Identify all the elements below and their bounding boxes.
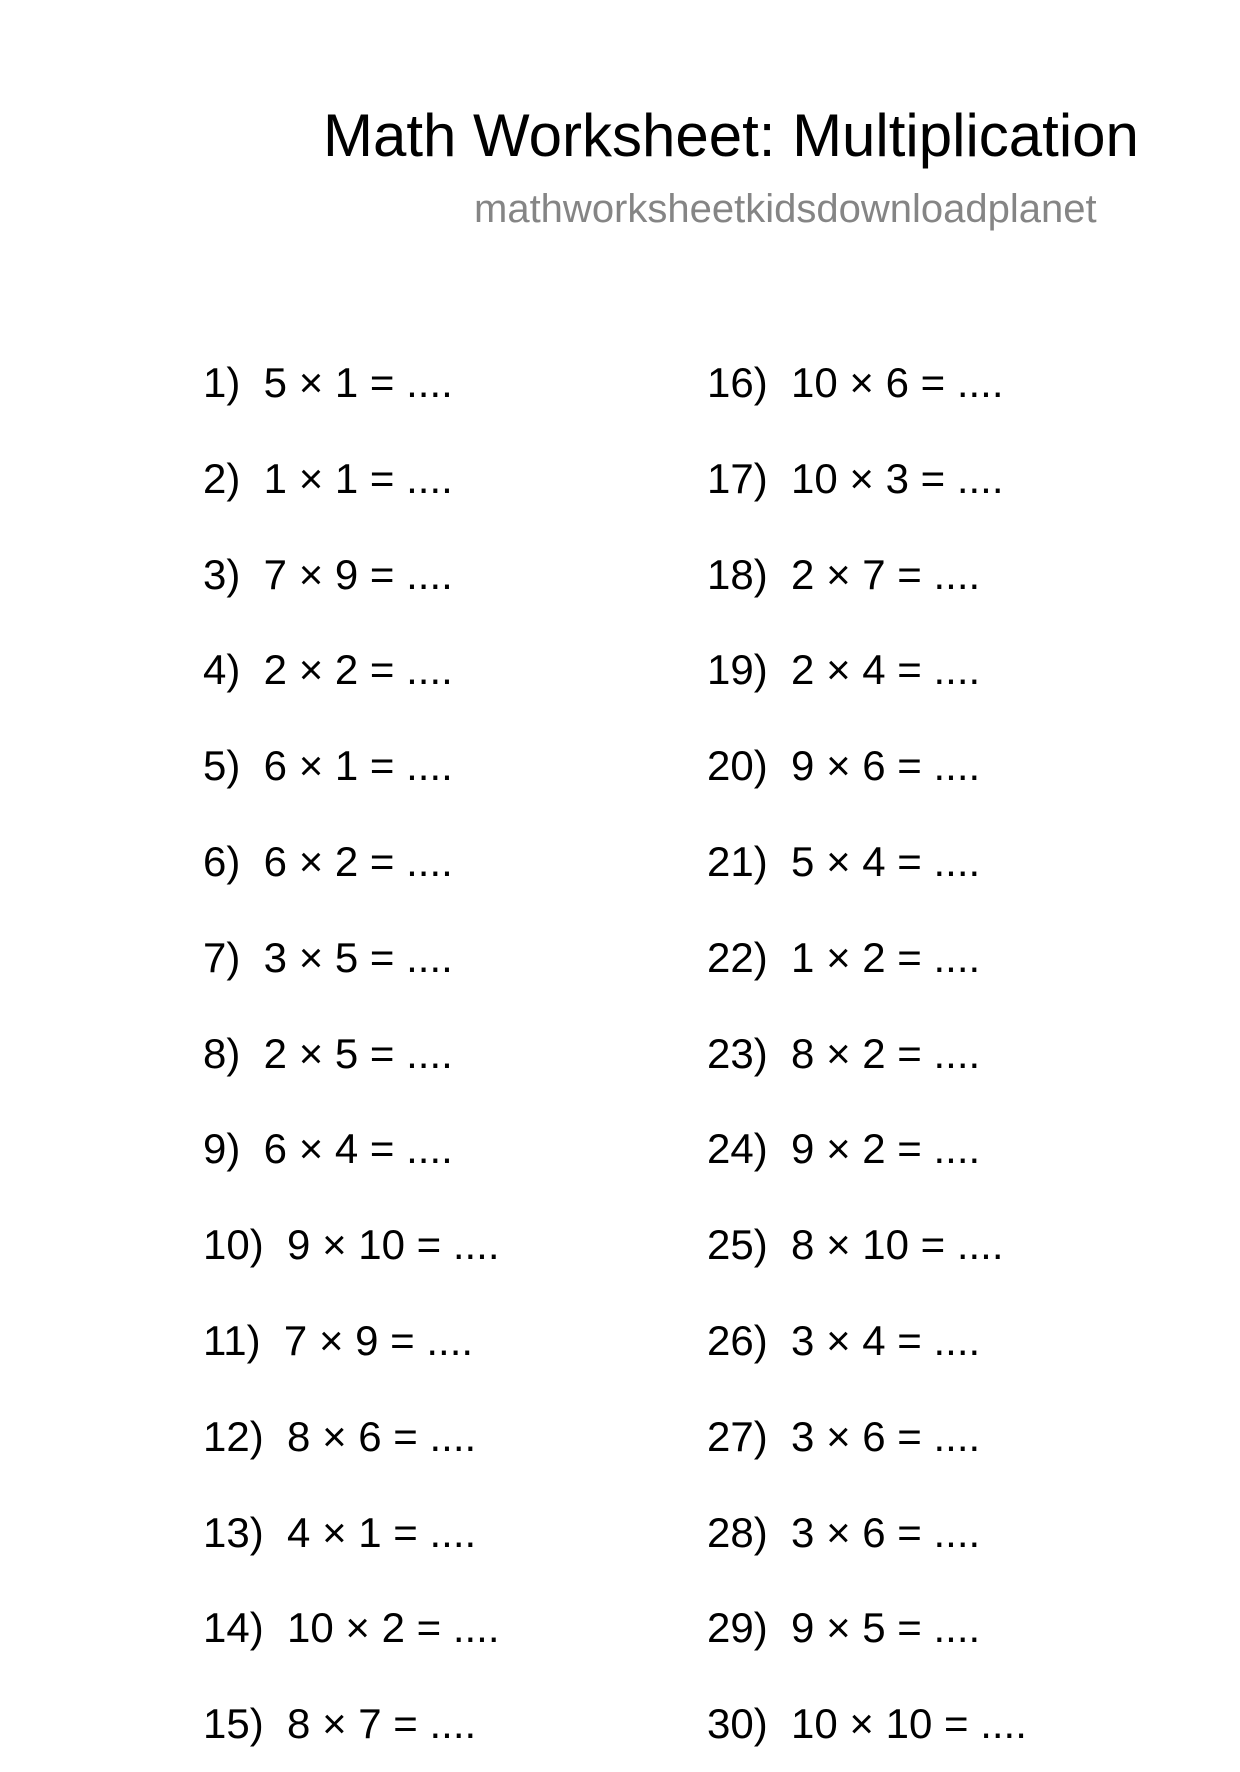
problem-column-right	[707, 335, 1027, 1772]
problem-item: 7) 3 × 5 = ....	[203, 933, 453, 981]
problem-item: 23) 8 × 2 = ....	[707, 1029, 981, 1077]
problem-item: 12) 8 × 6 = ....	[203, 1412, 477, 1460]
problem-item: 5) 6 × 1 = ....	[203, 742, 453, 790]
problem-column-left	[203, 335, 500, 1772]
problem-item: 3) 7 × 9 = ....	[203, 550, 453, 598]
problem-item: 2) 1 × 1 = ....	[203, 454, 453, 502]
problem-item: 9) 6 × 4 = ....	[203, 1125, 453, 1173]
problem-item: 15) 8 × 7 = ....	[203, 1700, 477, 1748]
problem-item: 27) 3 × 6 = ....	[707, 1412, 981, 1460]
problem-item: 22) 1 × 2 = ....	[707, 933, 981, 981]
problem-item: 30) 10 × 10 = ....	[707, 1700, 1027, 1748]
problem-item: 4) 2 × 2 = ....	[203, 646, 453, 694]
problem-item: 28) 3 × 6 = ....	[707, 1508, 981, 1556]
problem-item: 21) 5 × 4 = ....	[707, 837, 981, 885]
problem-item: 16) 10 × 6 = ....	[707, 359, 1004, 406]
problem-item: 8) 2 × 5 = ....	[203, 1029, 453, 1077]
site-name: mathworksheetkidsdownloadplanet	[474, 187, 1097, 231]
problem-item: 14) 10 × 2 = ....	[203, 1604, 500, 1652]
problem-item: 29) 9 × 5 = ....	[707, 1604, 981, 1652]
problem-item: 24) 9 × 2 = ....	[707, 1125, 981, 1173]
problem-item: 20) 9 × 6 = ....	[707, 742, 981, 790]
problem-item: 25) 8 × 10 = ....	[707, 1221, 1004, 1269]
problem-item: 6) 6 × 2 = ....	[203, 837, 453, 885]
problem-item: 11) 7 × 9 = ....	[203, 1316, 474, 1364]
problem-item: 17) 10 × 3 = ....	[707, 454, 1004, 502]
problem-item: 19) 2 × 4 = ....	[707, 646, 981, 694]
problem-item: 10) 9 × 10 = ....	[203, 1221, 500, 1269]
problem-item: 26) 3 × 4 = ....	[707, 1316, 981, 1364]
problem-item: 13) 4 × 1 = ....	[203, 1508, 477, 1556]
problem-item: 18) 2 × 7 = ....	[707, 550, 981, 598]
page-title: Math Worksheet: Multiplication	[323, 102, 1139, 169]
problem-item: 1) 5 × 1 = ....	[203, 359, 453, 406]
